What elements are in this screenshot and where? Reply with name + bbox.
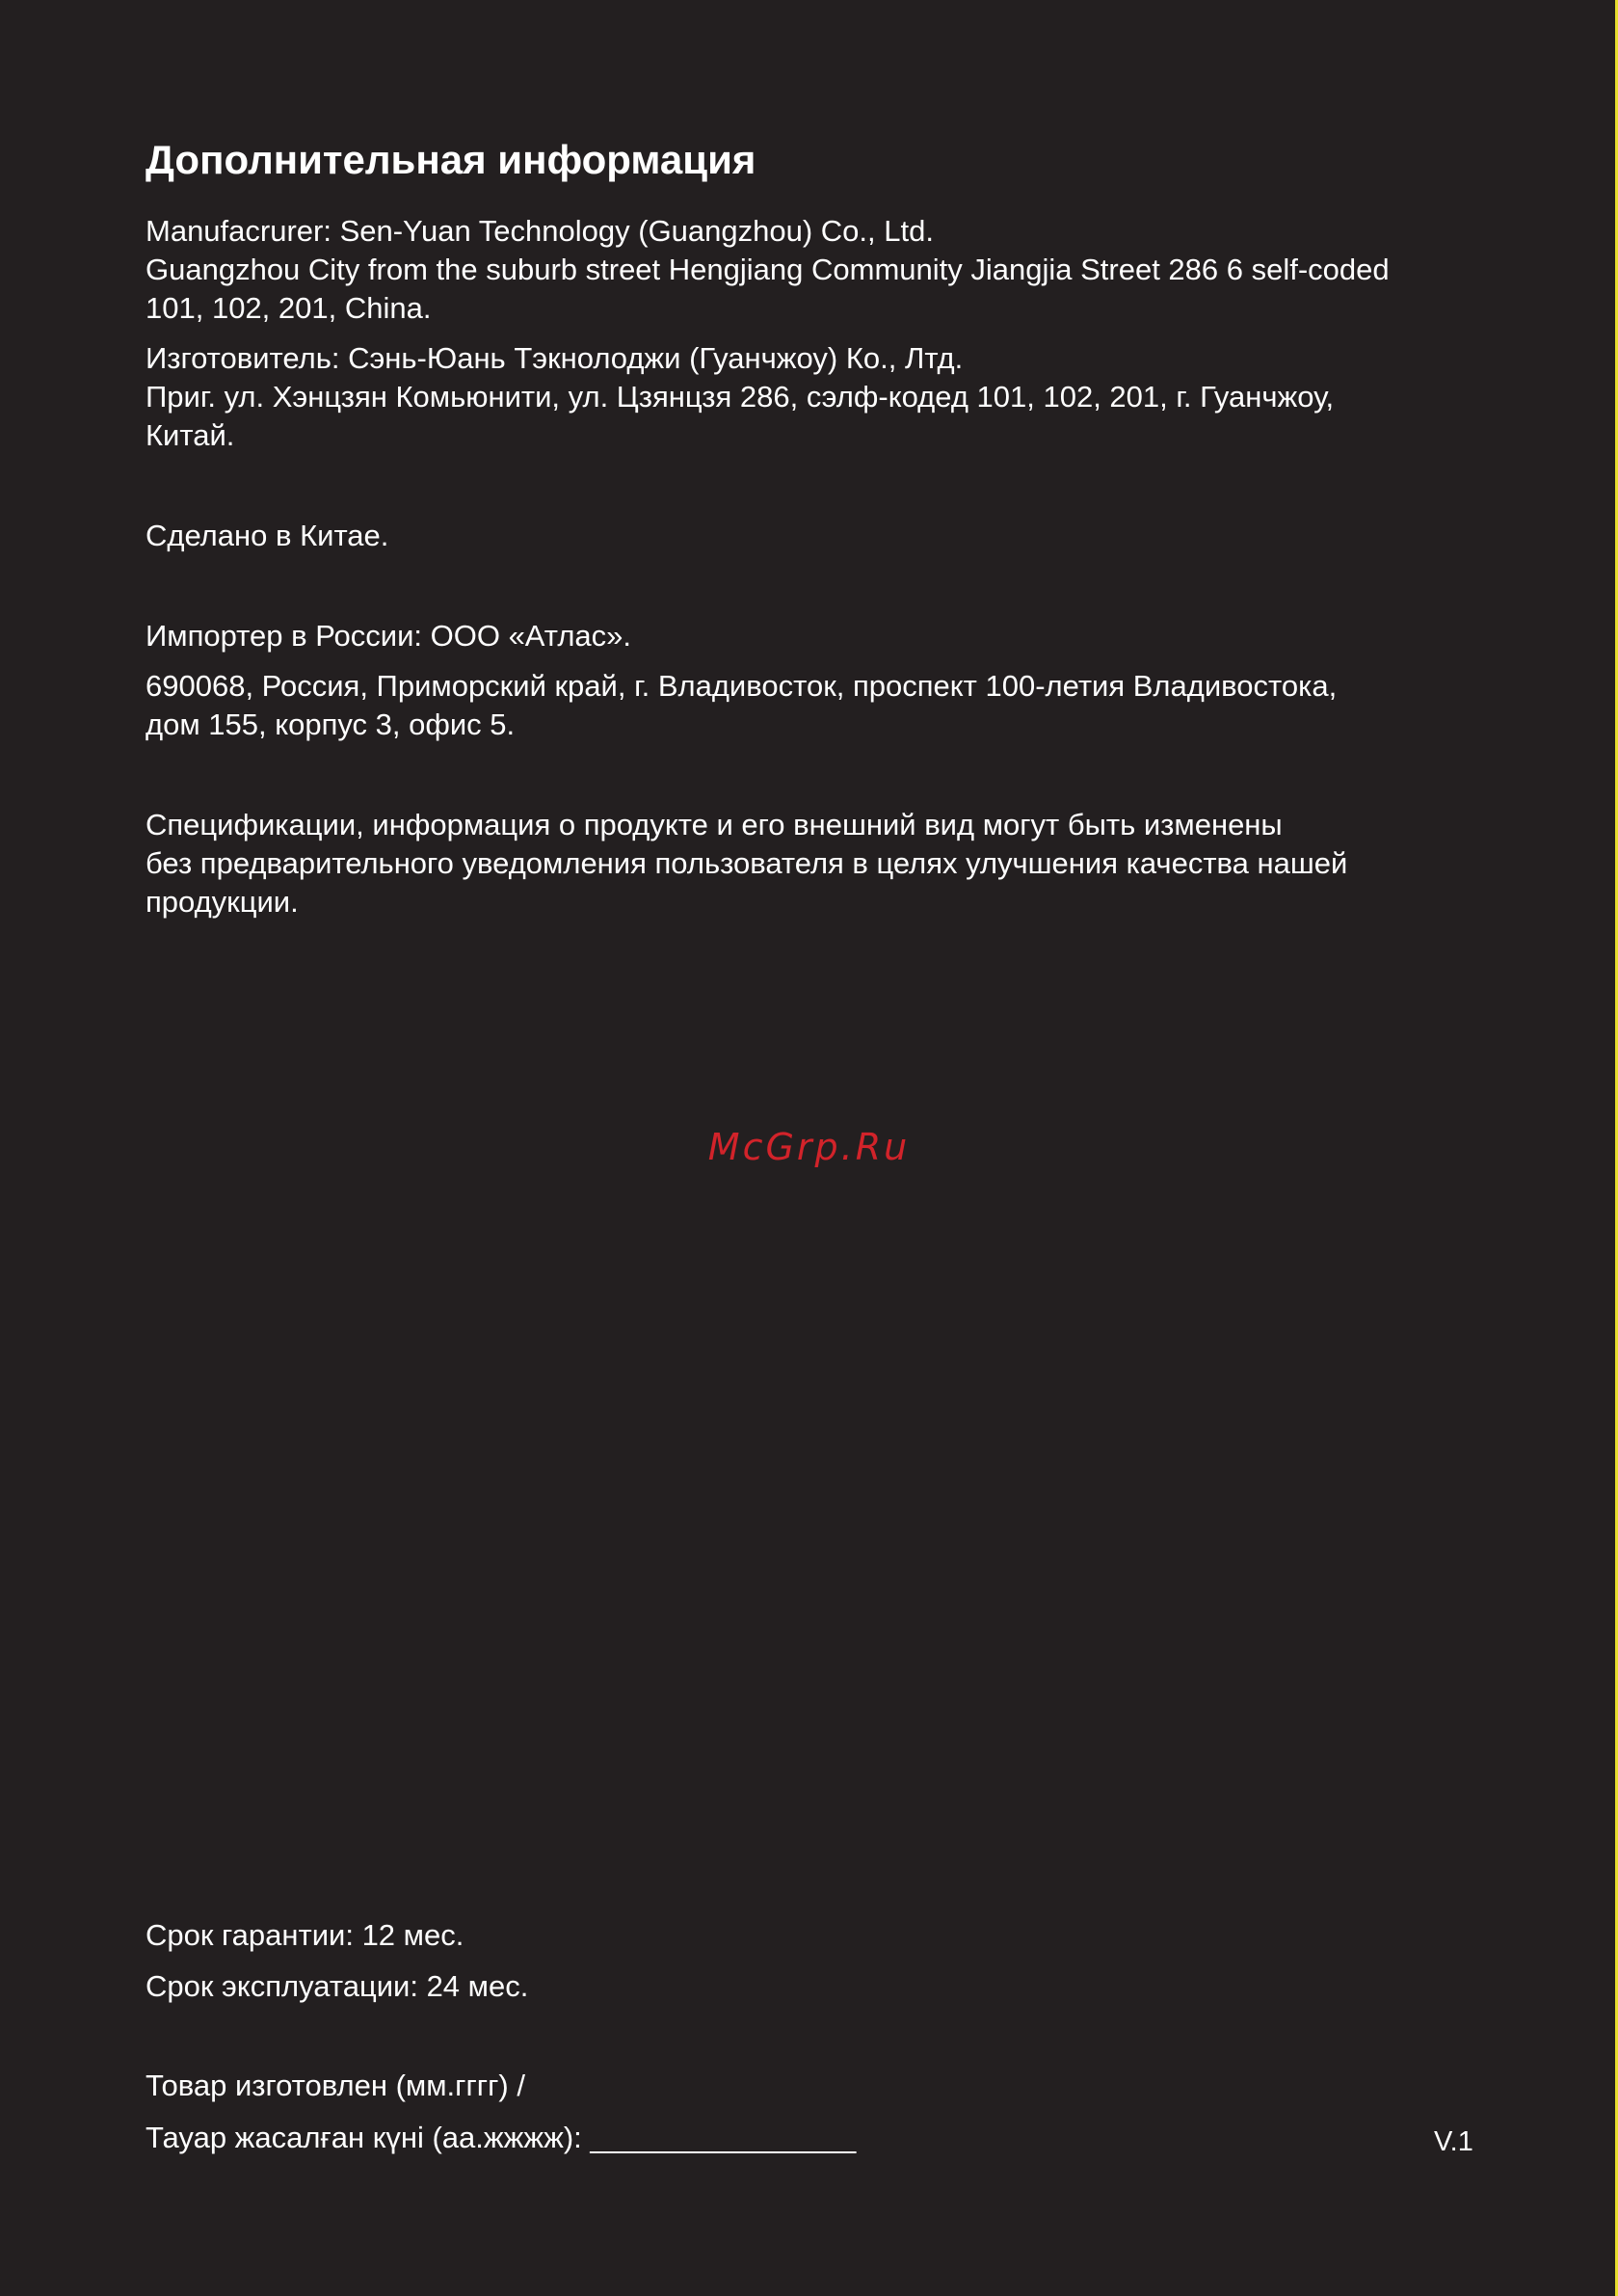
manufacturer-en-line3: 101, 102, 201, China.	[146, 291, 432, 325]
made-in: Сделано в Китае.	[146, 519, 389, 552]
specifications-line1: Спецификации, информация о продукте и его внешний вид могут быть изменены	[146, 808, 1283, 841]
watermark: McGrp.Ru	[707, 1126, 911, 1168]
specifications-note	[146, 806, 1347, 921]
manufacturer-ru-line1: Изготовитель: Сэнь-Юань Тэкнолоджи (Гуанчжоу) Ко., Лтд.	[146, 341, 964, 375]
page-title: Дополнительная информация	[146, 137, 756, 182]
importer-address-line2: дом 155, корпус 3, офис 5.	[146, 707, 516, 741]
service-life: Срок эксплуатации: 24 мес.	[146, 1969, 529, 2003]
version-label: V.1	[1434, 2126, 1473, 2157]
manufacturer-ru-line3: Китай.	[146, 418, 235, 452]
manufacturer-en	[146, 212, 1390, 328]
manufacturer-ru-line2: Приг. ул. Хэнцзян Комьюнити, ул. Цзянцзя 286, сэлф-кодед 101, 102, 201, г. Гуанчжоу,	[146, 380, 1335, 414]
manufacture-date-label: Товар изготовлен (мм.гггг) /	[146, 2069, 525, 2102]
manufacture-date-field: Тауар жасалған күні (аа.жжжж): ________________	[146, 2121, 857, 2154]
specifications-line2: без предварительного уведомления пользователя в целях улучшения качества нашей	[146, 846, 1348, 880]
warranty-period: Срок гарантии: 12 мес.	[146, 1918, 464, 1952]
manufacturer-en-line1: Manufacrurer: Sen-Yuan Technology (Guangzhou) Co., Ltd.	[146, 214, 934, 248]
specifications-line3: продукции.	[146, 885, 299, 919]
manufacturer-ru	[146, 339, 1334, 455]
manufacturer-en-line2: Guangzhou City from the suburb street Hengjiang Community Jiangjia Street 286 6 self-coded	[146, 253, 1390, 286]
importer-address-line1: 690068, Россия, Приморский край, г. Владивосток, проспект 100-летия Владивостока,	[146, 669, 1338, 703]
importer-address	[146, 667, 1337, 744]
importer: Импортер в России: ООО «Атлас».	[146, 619, 632, 653]
